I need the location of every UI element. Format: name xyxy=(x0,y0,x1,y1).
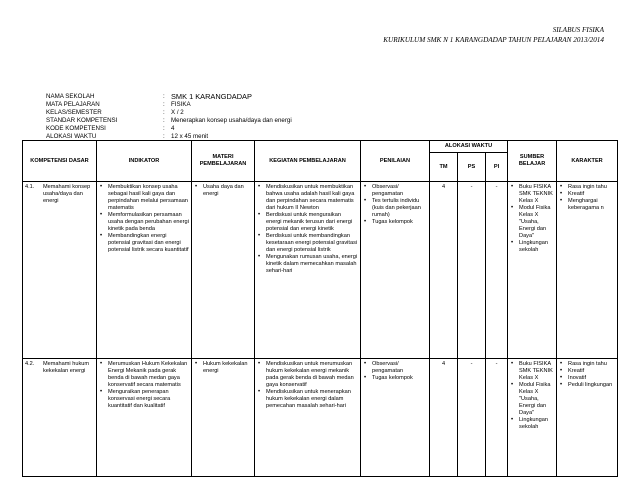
kd-text: Memahami konsep usaha/daya dan energi xyxy=(43,184,91,204)
list-item: • Observasi/ pengamatan xyxy=(372,361,427,375)
list-item: • Modul Fisika Kelas X "Usaha, Energi dan Daya" xyxy=(519,205,554,240)
list-item: • Berdiskusi untuk membandingkan kesetaraan energi potensial gravitasi dan energi potensial listrik xyxy=(266,233,358,254)
list-item: • Mendiskusikan untuk menerapkan hukum kekekalan energi dalam pemecahan masalah sehari-hari xyxy=(266,389,358,410)
info-row-school xyxy=(46,93,292,101)
info-value: SMK 1 KARANGDADAP xyxy=(171,92,252,101)
list-item: • Kreatif xyxy=(568,368,615,375)
list-item: • Modul Fisika Kelas X "Usaha, Energi dan Daya" xyxy=(519,382,554,417)
sumber-cell xyxy=(508,359,557,477)
info-colon: : xyxy=(163,125,165,132)
ps-cell: - xyxy=(458,182,486,359)
info-row-class xyxy=(46,109,292,117)
info-colon: : xyxy=(163,93,165,100)
pi-cell: - xyxy=(486,182,508,359)
list-item: • Mengunakan rumusan usaha, energi kinetik dalam memecahkan masalah sehari-hari xyxy=(266,254,358,275)
list-item: • Inovatif xyxy=(568,375,615,382)
table-row xyxy=(23,182,618,359)
list-item: • Menghargai keberagama n xyxy=(568,198,615,212)
list-item: • Rasa ingin tahu xyxy=(568,184,615,191)
info-row-competency-code xyxy=(46,125,292,133)
header-kompetensi-dasar: KOMPETENSI DASAR xyxy=(23,141,97,182)
penilaian-cell xyxy=(361,359,430,477)
list-item: • Tugas kelompok xyxy=(372,375,427,382)
tm-cell: 4 xyxy=(430,182,458,359)
info-label: MATA PELAJARAN xyxy=(46,101,100,108)
curriculum-subtitle: KURIKULUM SMK N 1 KARANGDADAP TAHUN PELAJARAN 2013/2014 xyxy=(383,36,604,44)
header-materi: MATERI PEMBELAJARAN xyxy=(192,141,255,182)
kd-text: Memahami hukum kekekalan energi xyxy=(43,361,90,374)
header-kegiatan: KEGIATAN PEMBELAJARAN xyxy=(255,141,361,182)
table-header-row xyxy=(23,141,618,153)
kompetensi-cell xyxy=(23,359,97,477)
info-value: X / 2 xyxy=(171,109,184,116)
penilaian-cell xyxy=(361,182,430,359)
karakter-cell xyxy=(557,182,618,359)
list-item: • Buku FISIKA SMK TEKNIK Kelas X xyxy=(519,361,554,382)
info-colon: : xyxy=(163,109,165,116)
list-item: • Membuktikan konsep usaha sebagai hasil kali gaya dan perpindahan melalui persamaan matematis xyxy=(108,184,189,212)
syllabus-table xyxy=(22,140,618,477)
list-item: • Berdiskusi untuk menguraikan energi mekanik terusun dari energi potensial dan energi kinetik xyxy=(266,212,358,233)
ps-cell: - xyxy=(458,359,486,477)
header-sumber-belajar: SUMBER BELAJAR xyxy=(508,141,557,182)
header-alokasi-waktu: ALOKASI WAKTU xyxy=(430,141,508,153)
header-penilaian: PENILAIAN xyxy=(361,141,430,182)
info-label: ALOKASI WAKTU xyxy=(46,133,97,140)
info-value: 12 x 45 menit xyxy=(171,133,209,140)
materi-cell xyxy=(192,182,255,359)
tm-cell: 4 xyxy=(430,359,458,477)
header-karakter: KARAKTER xyxy=(557,141,618,182)
header-indikator: INDIKATOR xyxy=(97,141,192,182)
list-item: • Lingkungan sekolah xyxy=(519,240,554,254)
info-value: Menerapkan konsep usaha/daya dan energi xyxy=(171,117,292,124)
list-item: • Merumuskan Hukum Kekekalan Energi Mekanik pada gerak benda di bawah medan gaya konservatif secara matematis xyxy=(108,361,189,389)
list-item: • Observasi/ pengamatan xyxy=(372,184,427,198)
info-label: KODE KOMPETENSI xyxy=(46,125,106,132)
info-row-subject xyxy=(46,101,292,109)
list-item: • Kreatif xyxy=(568,191,615,198)
indikator-cell xyxy=(97,182,192,359)
sumber-cell xyxy=(508,182,557,359)
list-item: • Mendiskusikan untuk membuktikan bahwa usaha adalah hasil kali gaya dan perpindahan secara matematis dari hukum II Newton xyxy=(266,184,358,212)
list-item: • Hukum kekekalan energi xyxy=(203,361,252,375)
karakter-cell xyxy=(557,359,618,477)
info-label: STANDAR KOMPETENSI xyxy=(46,117,118,124)
kompetensi-cell xyxy=(23,182,97,359)
list-item: • Usaha daya dan energi xyxy=(203,184,252,198)
list-item: • Membandingkan energi potensial gravitasi dan energi potensial listrik secara kuantitatif xyxy=(108,233,189,254)
info-label: NAMA SEKOLAH xyxy=(46,93,95,100)
list-item: • Memformulasikan persamaan usaha dengan perubahan energi kinetik pada benda xyxy=(108,212,189,233)
indikator-cell xyxy=(97,359,192,477)
materi-cell xyxy=(192,359,255,477)
document-title: SILABUS FISIKA xyxy=(552,26,604,34)
list-item: • Tes tertulis individu (kuis dan pekerjaan rumah) xyxy=(372,198,427,219)
info-value: 4 xyxy=(171,125,175,132)
pi-cell: - xyxy=(486,359,508,477)
info-colon: : xyxy=(163,117,165,124)
info-label: KELAS/SEMESTER xyxy=(46,109,102,116)
kegiatan-cell xyxy=(255,359,361,477)
header-tm: TM xyxy=(430,153,458,182)
info-colon: : xyxy=(163,133,165,140)
list-item: • Menguraikan penerapan konservasi energi secara kuantitatif dan kualitatif xyxy=(108,389,189,410)
list-item: • Buku FISIKA SMK TEKNIK Kelas X xyxy=(519,184,554,205)
header-ps: PS xyxy=(458,153,486,182)
school-info-block xyxy=(46,93,292,141)
header-pi: PI xyxy=(486,153,508,182)
list-item: • Tugas kelompok xyxy=(372,219,427,226)
kegiatan-cell xyxy=(255,182,361,359)
kd-number: 4.2. xyxy=(25,361,35,367)
kd-number: 4.1. xyxy=(25,184,35,190)
info-value: FISIKA xyxy=(171,101,191,108)
list-item: • Lingkungan sekolah xyxy=(519,417,554,431)
table-row xyxy=(23,359,618,477)
list-item: • Rasa ingin tahu xyxy=(568,361,615,368)
info-colon: : xyxy=(163,101,165,108)
list-item: • Mendiskusikan untuk merumuskan hukum kekekalan energi mekanik pada gerak benda di bawah medan gaya konservatif xyxy=(266,361,358,389)
info-row-competency-standard xyxy=(46,117,292,125)
list-item: • Peduli lingkungan xyxy=(568,382,615,389)
